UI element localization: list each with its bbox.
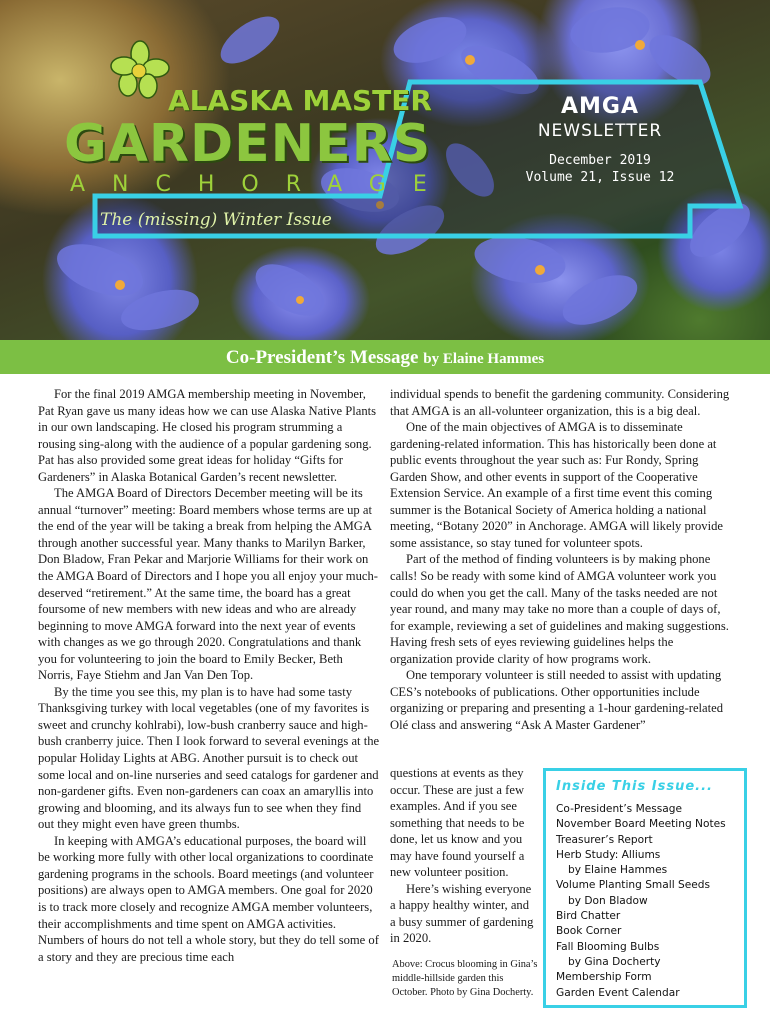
amga-logo	[50, 40, 454, 200]
toc-item-author: by Gina Docherty	[568, 955, 661, 968]
inside-title: Inside This Issue...	[556, 779, 713, 794]
paragraph: One of the main objectives of AMGA is to disseminate gardening-related information. This has historically been done at public events throughout the year such as: Fur Rondy, Spring Garden Show, and other events in support of the Cooperative Extension Service. An example of a first time event this coming summer is the Botanical Society of America holding a national meeting, “Botany 2020” in Anchorage. AMGA will likely provide some assistance, so stay tuned for volunteer spots.	[390, 420, 723, 550]
toc-item[interactable]: Treasurer’s Report	[556, 833, 653, 846]
paragraph: Part of the method of finding volunteers is by making phone calls! So be ready with some kind of AMGA volunteer work you could do when you get the call. Many of the tasks needed are not year round, and many may take no more than a couple of days of, for example, reviewing a set of guidelines and making suggestions. Having fresh sets of eyes reviewing guidelines helps the organization provide clarity of how programs work.	[390, 552, 729, 666]
paragraph: By the time you see this, my plan is to have had some tasty Thanksgiving turkey with local vegetables (one of my favorites is sweet and crunchy kohlrabi), low-bush cranberry sauce and high-bush cranberry juice. Then I look forward to several evenings at the popular Holiday Lights at ABG. Another pursuit is to check out some local and on-line nurseries and seed catalogs for gardener and non-gardener gifts. Even non-gardeners can coax an amaryllis into growing and blooming, and its always fun to see when they find out they might even have green thumbs.	[38, 684, 380, 832]
paragraph: Here’s wishing everyone a happy healthy winter, and a busy summer of gardening in 2020.	[390, 881, 534, 946]
newsletter-badge	[500, 94, 700, 185]
paragraph: individual spends to benefit the gardening community. Considering that AMGA is an all-volunteer organization, this is a big deal.	[390, 387, 730, 418]
toc-item[interactable]: Bird Chatter	[556, 910, 621, 923]
issue-subtitle: The (missing) Winter Issue	[100, 210, 332, 230]
inside-this-issue-box	[543, 768, 747, 1008]
logo-text-alaska-master: ALASKA MASTER	[168, 84, 432, 117]
article-banner	[0, 340, 770, 374]
article-title: Co-President’s Message	[225, 347, 419, 368]
badge-subtitle: NEWSLETTER	[537, 121, 663, 141]
photo-caption: Above: Crocus blooming in Gina’s middle-hillside garden this October. Photo by Gina Docherty.	[392, 959, 538, 998]
toc-item[interactable]: November Board Meeting Notes	[556, 818, 726, 831]
paragraph: The AMGA Board of Directors December meeting will be its annual “turnover” meeting: Board members whose terms are up at the end of the year will be taking a break from helping the AMGA through another successful year. Many thanks to Marilyn Barker, Don Bladow, Fran Pekar and Marjorie Williams for their work on the AMGA Board of Directors and I hope you all enjoy your much-deserved “retirement.” At the same time, the board has a great foursome of new members with new ideas and who are already beginning to move AMGA forward into the next year of events with changes as we go through 2020. Congratulations and thank you for volunteering to join the board to Emily Becker, Beth Norris, Faye Stiehm and Jan Van Den Top.	[38, 486, 378, 683]
article-byline: by Elaine Hammes	[423, 351, 545, 367]
inside-list	[556, 802, 734, 1001]
article-column-right	[390, 386, 732, 733]
toc-item[interactable]: Volume Planting Small Seeds	[556, 879, 711, 892]
article-column-left	[38, 386, 380, 965]
toc-item-author: by Don Bladow	[568, 894, 648, 907]
paragraph: One temporary volunteer is still needed to assist with updating CES’s notebooks of publications. Other opportunities include organizing or preparing and presenting a 1-hour gardening-related Olé class and answering “Ask A Master Gardener”	[390, 668, 724, 732]
toc-item[interactable]: Membership Form	[556, 971, 652, 984]
paragraph: For the final 2019 AMGA membership meeting in November, Pat Ryan gave us many ideas how we can use Alaska Native Plants in our own landscaping. He closed his program strumming a rousing sing-along with the audience of a popular gardening song. Pat has also provided some great ideas for holiday “Gifts for Gardeners” in Alaska Botanical Garden’s recent newsletter.	[38, 387, 377, 484]
toc-item[interactable]: Herb Study: Alliums	[556, 848, 661, 861]
toc-item[interactable]: Book Corner	[556, 925, 622, 938]
paragraph: questions at events as they occur. These are just a few examples. And if you see something that needs to be done, let us know and you may have found yourself a new volunteer position.	[390, 766, 525, 880]
logo-text-anchorage: ANCHORAGE	[70, 172, 454, 197]
cover-photo	[0, 0, 770, 340]
issue-volume: Volume 21, Issue 12	[525, 170, 675, 185]
article-column-narrow	[390, 765, 535, 947]
issue-date: December 2019	[549, 153, 651, 168]
toc-item-author: by Elaine Hammes	[568, 864, 668, 877]
logo-text-gardeners: GARDENERS	[64, 114, 432, 174]
toc-item[interactable]: Co-President’s Message	[556, 803, 682, 815]
article-heading	[0, 347, 770, 369]
flower-logo-icon	[110, 40, 170, 110]
paragraph: In keeping with AMGA’s educational purposes, the board will be working more fully with other local organizations to coordinate gardening programs in the schools. Board meetings (and volunteer positions) are always open to AMGA members. One goal for 2020 is to track more closely and recognize AMGA member volunteers, their accomplishments and time spent on AMGA activities. Numbers of hours do not tell a whole story, but they do tell some of a story and they are precious time each	[38, 833, 379, 964]
toc-item[interactable]: Garden Event Calendar	[556, 986, 680, 999]
toc-item[interactable]: Fall Blooming Bulbs	[556, 940, 660, 953]
badge-title: AMGA	[560, 94, 639, 119]
